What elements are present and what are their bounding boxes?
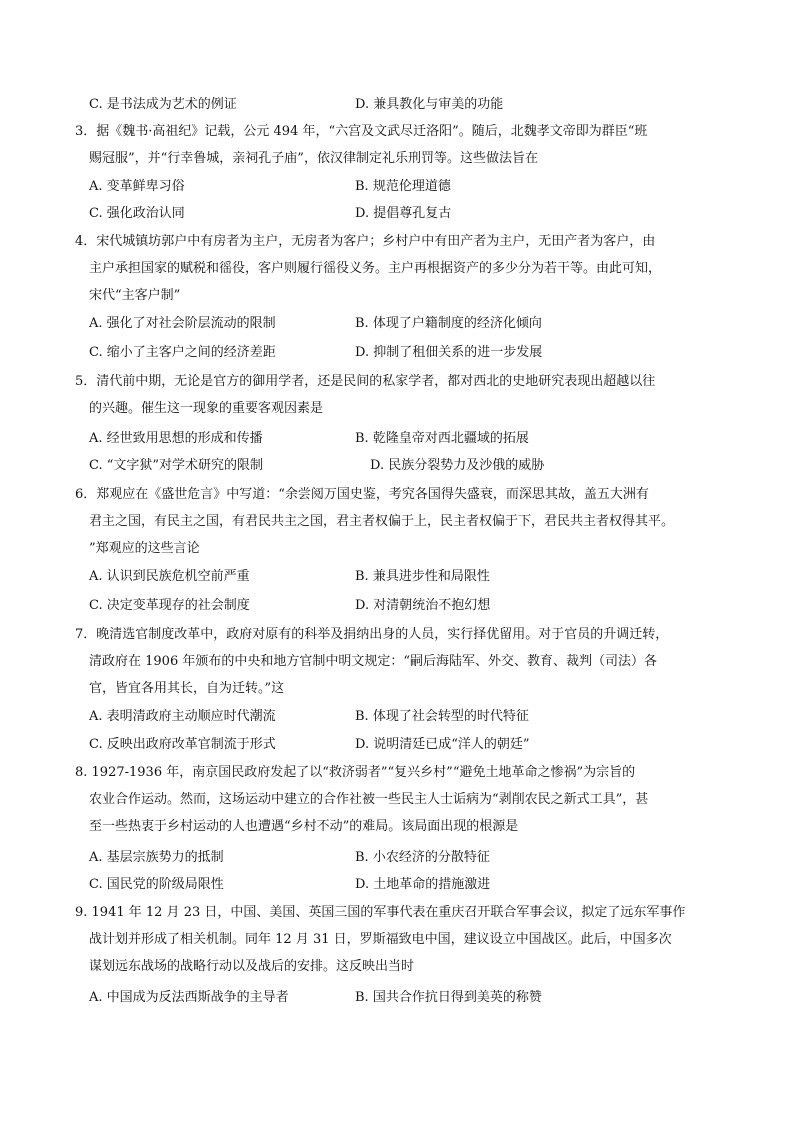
question-stem-line: 至一些热衷于乡村运动的人也遭遇“乡村不动”的难局。该局面出现的根源是: [89, 819, 519, 834]
options-row: [0, 736, 793, 754]
options-row: [0, 344, 793, 362]
option-a: A. 变革鲜卑习俗: [89, 179, 185, 194]
options-row: [0, 849, 793, 867]
option-b: B. 体现了户籍制度的经济化倾向: [355, 316, 542, 331]
options-row: [0, 989, 793, 1007]
options-row: [0, 457, 793, 475]
question-stem-line: 3．据《魏书·高祖纪》记载，公元 494 年，“六宫及文武尽迁洛阳”。随后，北魏孝文帝即为群臣“班: [75, 124, 648, 139]
option-d: D. 抑制了租佃关系的进一步发展: [355, 345, 543, 360]
option-d: D. 提倡尊孔复古: [355, 206, 452, 221]
options-row: [0, 568, 793, 586]
q2-option-d: D. 兼具教化与审美的功能: [355, 97, 504, 112]
option-b: B. 小农经济的分散特征: [355, 850, 490, 865]
option-a: A. 基层宗族势力的抵制: [89, 850, 224, 865]
option-b: B. 规范伦理道德: [355, 179, 451, 194]
options-row: [0, 708, 793, 726]
question-stem-line: 赐冠服”，并“行幸鲁城，亲祠孔子庙”，依汉律制定礼乐刑罚等。这些做法旨在: [89, 151, 538, 166]
question-stem-line: 8. 1927-1936 年，南京国民政府发起了以“救济弱者”“复兴乡村”“避免土地革命之惨祸”为宗旨的: [75, 765, 636, 780]
question-stem-line: 官，皆宜各用其长，自为迁转。”这: [89, 681, 285, 696]
question-stem-line: 战计划并形成了相关机制。同年 12 月 31 日，罗斯福致电中国，建议设立中国战区。此后，中国多次: [89, 932, 672, 947]
option-a: A. 强化了对社会阶层流动的限制: [89, 316, 276, 331]
question-stem-line: 7．晚清选官制度改革中，政府对原有的科举及捐纳出身的人员，实行择优留用。对于官员的升调迁转，: [75, 627, 669, 642]
options-row: [0, 205, 793, 223]
question-stem-line: 4．宋代城镇坊郭户中有房者为主户，无房者为客户；乡村户中有田产者为主户，无田产者为客户，由: [75, 234, 656, 249]
option-a: A. 中国成为反法西斯战争的主导者: [89, 990, 289, 1005]
option-c: C. 决定变革现存的社会制度: [89, 598, 250, 613]
options-row: [0, 430, 793, 448]
question-stem-line: 9. 1941 年 12 月 23 日，中国、美国、英国三国的军事代表在重庆召开联合军事会议，拟定了远东军事作: [75, 905, 686, 920]
option-b: B. 国共合作抗日得到美英的称赞: [355, 990, 542, 1005]
option-c: C. 缩小了主客户之间的经济差距: [89, 345, 276, 360]
options-row: [0, 597, 793, 615]
option-a: A. 经世致用思想的形成和传播: [89, 431, 263, 446]
option-c: C. “文字狱”对学术研究的限制: [89, 458, 264, 473]
option-c: C. 反映出政府改革官制流于形式: [89, 737, 276, 752]
q2-options-row: [0, 96, 793, 114]
option-d: D. 土地革命的措施激进: [355, 877, 491, 892]
question-stem-line: 5．清代前中期，无论是官方的御用学者，还是民间的私家学者，都对西北的史地研究表现出超越以往: [75, 374, 656, 389]
option-a: A. 认识到民族危机空前严重: [89, 569, 250, 584]
question-stem-line: ”郑观应的这些言论: [89, 541, 200, 556]
question-stem-line: 6．郑观应在《盛世危言》中写道：“余尝阅万国史鉴，考究各国得失盛衰，而深思其故，盖五大洲有: [75, 487, 649, 502]
option-b: B. 乾隆皇帝对西北疆域的拓展: [355, 431, 529, 446]
question-stem-line: 清政府在 1906 年颁布的中央和地方官制中明文规定：“嗣后海陆军、外交、教育、裁判（司法）各: [89, 654, 657, 669]
option-b: B. 体现了社会转型的时代特征: [355, 709, 529, 724]
option-d: D. 对清朝统治不抱幻想: [355, 598, 491, 613]
option-c: C. 国民党的阶级局限性: [89, 877, 224, 892]
question-stem-line: 宋代“主客户制”: [89, 288, 181, 303]
question-stem-line: 的兴趣。催生这一现象的重要客观因素是: [89, 401, 324, 416]
q2-option-c: C. 是书法成为艺术的例证: [89, 97, 237, 112]
option-c: C. 强化政治认同: [89, 206, 185, 221]
options-row: [0, 315, 793, 333]
options-row: [0, 876, 793, 894]
option-a: A. 表明清政府主动顺应时代潮流: [89, 709, 276, 724]
options-row: [0, 178, 793, 196]
option-d: D. 说明清廷已成“洋人的朝廷”: [355, 737, 530, 752]
option-d: D. 民族分裂势力及沙俄的威胁: [370, 458, 545, 473]
option-b: B. 兼具进步性和局限性: [355, 569, 490, 584]
question-stem-line: 主户承担国家的赋税和徭役，客户则履行徭役义务。主户再根据资产的多少分为若干等。由此可知，: [89, 261, 662, 276]
question-stem-line: 谋划远东战场的战略行动以及战后的安排。这反映出当时: [89, 959, 415, 974]
question-stem-line: 君主之国，有民主之国，有君民共主之国，君主者权偏于上，民主者权偏于下，君民共主者权得其平。: [89, 514, 675, 529]
question-stem-line: 农业合作运动。然而，这场运动中建立的合作社被一些民主人士诟病为“剥削农民之新式工具”，甚: [89, 792, 649, 807]
